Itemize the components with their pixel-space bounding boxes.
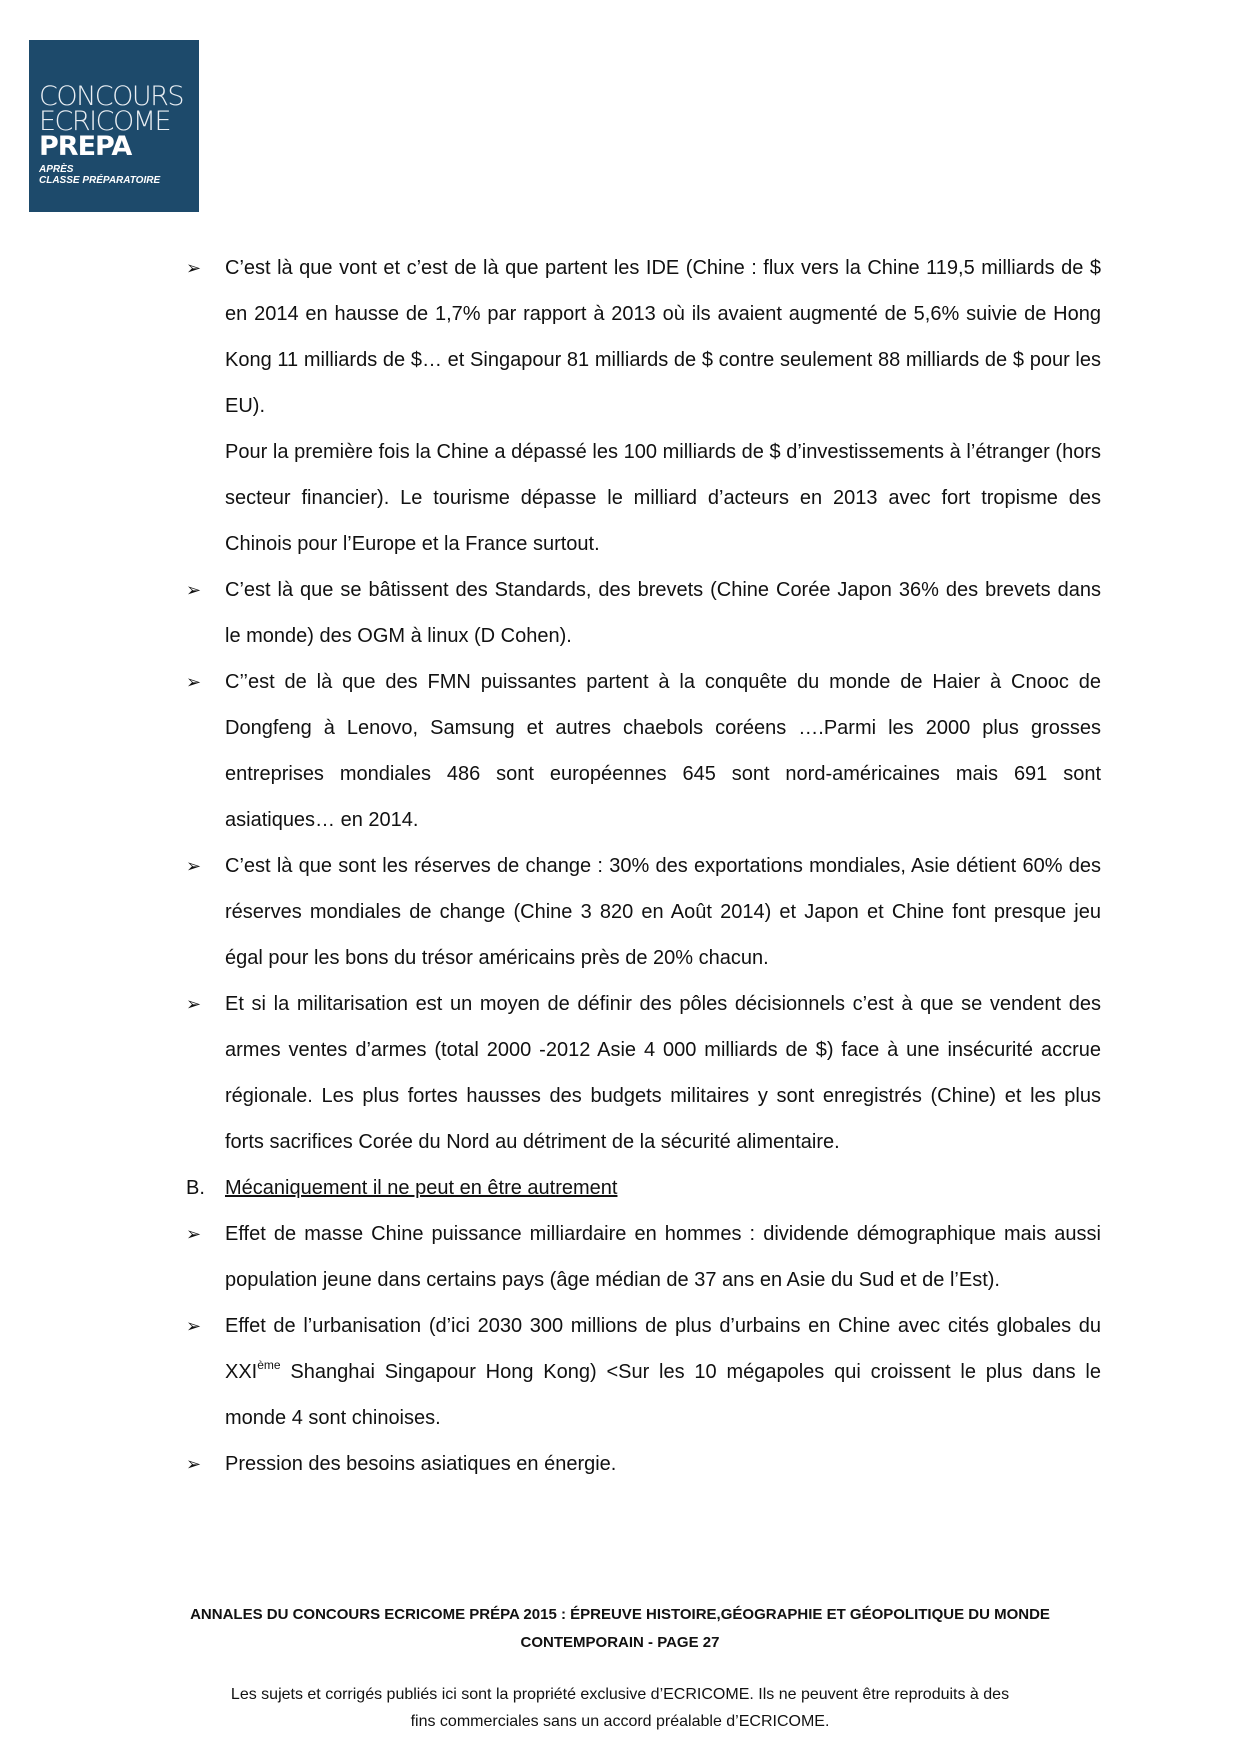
arrow-bullet-icon: ➢ <box>186 1224 202 1244</box>
ecricome-logo <box>29 40 199 212</box>
footer-copyright-note <box>150 1681 1090 1735</box>
arrow-bullet-icon: ➢ <box>186 994 202 1014</box>
arrow-bullet-icon: ➢ <box>186 1454 202 1474</box>
arrow-bullet-icon: ➢ <box>186 580 202 600</box>
arrow-bullet-icon: ➢ <box>186 672 202 692</box>
bullet-item-reserves <box>186 843 1101 981</box>
section-heading-b <box>186 1165 1101 1211</box>
bullet-item-energie <box>186 1441 1101 1487</box>
footer-title-line1: ANNALES DU CONCOURS ECRICOME PRÉPA 2015 : ÉPREUVE HISTOIRE,GÉOGRAPHIE ET GÉOPOLITIQUE DU MONDE <box>190 1606 1050 1623</box>
footer-note-line2: fins commerciales sans un accord préalable d’ECRICOME. <box>410 1713 830 1730</box>
section-letter: B. <box>186 1177 205 1199</box>
bullet-item-masse <box>186 1211 1101 1303</box>
bullet-text: C’est là que se bâtissent des Standards, des brevets (Chine Corée Japon 36% des brevets dans le monde) des OGM à linux (D Cohen). <box>225 579 1101 647</box>
arrow-bullet-icon: ➢ <box>186 1316 202 1336</box>
bullet-text-part1: Effet de l’urbanisation (d’ici 2030 300 millions de plus d’urbains en Chine avec cités globales du XXI <box>225 1315 1101 1383</box>
bullet-text: C’est là que sont les réserves de change : 30% des exportations mondiales, Asie détient 60% des réserves mondiales de change (Chine 3 820 en Août 2014) et Japon et Chine font presque jeu égal pour les bons du trésor américains près de 20% chacun. <box>225 855 1101 969</box>
bullet-text: C’est là que vont et c’est de là que partent les IDE (Chine : flux vers la Chine 119,5 milliards de $ en 2014 en hausse de 1,7% par rapport à 2013 où ils avaient augmenté de 5,6% suivie de Hong Kong 11 milliards de $… et Singapour 81 milliards de $ contre seulement 88 milliards de $ pour les EU). <box>225 257 1101 417</box>
bullet-item-standards <box>186 567 1101 659</box>
footer-title <box>150 1601 1090 1657</box>
footer-note-line1: Les sujets et corrigés publiés ici sont la propriété exclusive d’ECRICOME. Ils ne peuvent être reproduits à des <box>230 1686 1010 1703</box>
logo-line-concours: CONCOURS <box>39 81 184 112</box>
arrow-bullet-icon: ➢ <box>186 856 202 876</box>
logo-line-classe: CLASSE PRÉPARATOIRE <box>39 175 161 186</box>
superscript-eme: ème <box>257 1358 281 1372</box>
document-body <box>186 245 1101 1487</box>
bullet-text: Pression des besoins asiatiques en énergie. <box>225 1453 617 1475</box>
logo-line-prepa: PREPA <box>39 131 132 162</box>
bullet-item-ide <box>186 245 1101 429</box>
logo-line-apres: APRÈS <box>39 164 74 175</box>
logo-line-ecricome: ECRICOME <box>39 106 171 137</box>
bullet-text: Effet de masse Chine puissance milliardaire en hommes : dividende démographique mais aussi population jeune dans certains pays (âge médian de 37 ans en Asie du Sud et de l’Est). <box>225 1223 1101 1291</box>
bullet-text: C’’est de là que des FMN puissantes partent à la conquête du monde de Haier à Cnooc de Dongfeng à Lenovo, Samsung et autres chaebols coréens ….Parmi les 2000 plus grosses entreprises mondiales 486 sont européennes 645 sont nord-américaines mais 691 sont asiatiques… en 2014. <box>225 671 1101 831</box>
section-title: Mécaniquement il ne peut en être autrement <box>225 1177 618 1199</box>
paragraph-continuation: Pour la première fois la Chine a dépassé les 100 milliards de $ d’investissements à l’étranger (hors secteur financier). Le tourisme dépasse le milliard d’acteurs en 2013 avec fort tropisme des Chinois pour l’Europe et la France surtout. <box>225 441 1101 555</box>
bullet-item-militarisation <box>186 981 1101 1165</box>
bullet-text-part2: Shanghai Singapour Hong Kong) <Sur les 10 mégapoles qui croissent le plus dans le monde 4 sont chinoises. <box>225 1361 1101 1429</box>
footer-title-line2: CONTEMPORAIN - PAGE 27 <box>520 1634 720 1651</box>
arrow-bullet-icon: ➢ <box>186 258 202 278</box>
bullet-item-fmn <box>186 659 1101 843</box>
bullet-item-urbanisation <box>186 1303 1101 1441</box>
bullet-text: Et si la militarisation est un moyen de définir des pôles décisionnels c’est à que se vendent des armes ventes d’armes (total 2000 -2012 Asie 4 000 milliards de $) face à une insécurité accrue régionale. Les plus fortes hausses des budgets militaires y sont enregistrés (Chine) et les plus forts sacrifices Corée du Nord au détriment de la sécurité alimentaire. <box>225 993 1101 1153</box>
